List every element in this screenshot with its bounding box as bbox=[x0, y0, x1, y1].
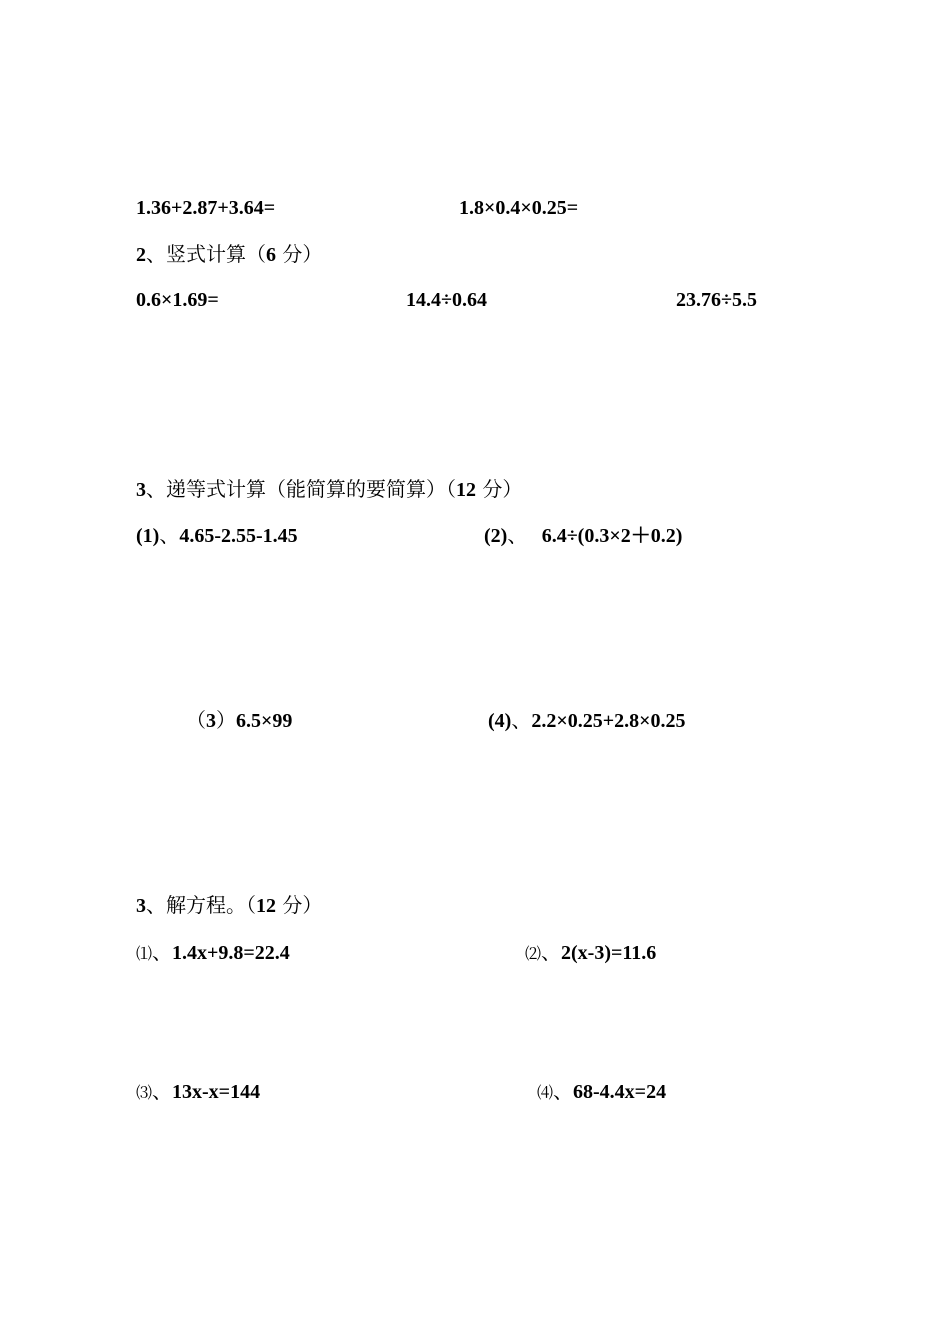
item-label-number: 3 bbox=[206, 710, 216, 732]
section-number: 3 bbox=[136, 895, 146, 917]
item-separator: 、 bbox=[511, 708, 532, 732]
stepwise-item-1 bbox=[136, 523, 298, 548]
section-number: 2 bbox=[136, 244, 146, 266]
equation-item-4 bbox=[537, 1079, 666, 1105]
item-label: ⑶ bbox=[136, 1083, 153, 1102]
section-title: 、递等式计算（能简算的要简算）（ bbox=[146, 477, 456, 501]
item-label-close: ） bbox=[216, 708, 236, 732]
section-score: 12 bbox=[256, 895, 276, 917]
item-expression: 2(x-3)=11.6 bbox=[561, 942, 657, 964]
item-label: ⑴ bbox=[136, 944, 153, 963]
item-separator: 、 bbox=[152, 940, 173, 964]
item-label-open: （ bbox=[186, 708, 206, 732]
equation-item-2 bbox=[525, 940, 656, 966]
item-separator: 、 bbox=[159, 523, 180, 547]
stepwise-item-4 bbox=[488, 708, 686, 733]
section-number: 3 bbox=[136, 479, 146, 501]
equation-item-1 bbox=[136, 940, 290, 966]
expression-product: 1.8×0.4×0.25= bbox=[459, 197, 579, 219]
item-label: (2) bbox=[484, 525, 508, 547]
section-title: 、解方程。（ bbox=[146, 893, 256, 917]
item-expression: 4.65-2.55-1.45 bbox=[179, 525, 298, 547]
section-heading-vertical bbox=[136, 242, 322, 267]
vertical-calc-item-3: 23.76÷5.5 bbox=[676, 289, 757, 311]
expression-sum: 1.36+2.87+3.64= bbox=[136, 197, 276, 219]
item-label: ⑵ bbox=[525, 944, 542, 963]
stepwise-item-3 bbox=[186, 708, 292, 733]
section-heading-stepwise bbox=[136, 477, 522, 502]
item-expression: 6.4÷(0.3×2＋0.2) bbox=[541, 525, 683, 547]
item-expression: 1.4x+9.8=22.4 bbox=[172, 942, 290, 964]
item-expression: 13x-x=144 bbox=[172, 1081, 261, 1103]
item-label: ⑷ bbox=[537, 1083, 554, 1102]
stepwise-item-2 bbox=[484, 523, 682, 548]
item-separator: 、 bbox=[553, 1079, 574, 1103]
equation-item-3 bbox=[136, 1079, 260, 1105]
section-score: 12 bbox=[456, 479, 476, 501]
item-label: (1) bbox=[136, 525, 160, 547]
vertical-calc-item-1: 0.6×1.69= bbox=[136, 289, 219, 311]
item-separator: 、 bbox=[152, 1079, 173, 1103]
item-expression: 2.2×0.25+2.8×0.25 bbox=[531, 710, 686, 732]
section-heading-equations bbox=[136, 893, 322, 918]
item-label: (4) bbox=[488, 710, 512, 732]
item-expression: 6.5×99 bbox=[236, 710, 293, 732]
item-separator: 、 bbox=[507, 523, 534, 547]
vertical-calc-item-2: 14.4÷0.64 bbox=[406, 289, 487, 311]
section-score: 6 bbox=[266, 244, 276, 266]
item-separator: 、 bbox=[541, 940, 562, 964]
section-score-suffix: 分） bbox=[276, 893, 323, 917]
section-title: 、竖式计算（ bbox=[146, 242, 266, 266]
section-score-suffix: 分） bbox=[476, 477, 523, 501]
section-score-suffix: 分） bbox=[276, 242, 323, 266]
item-expression: 68-4.4x=24 bbox=[573, 1081, 667, 1103]
